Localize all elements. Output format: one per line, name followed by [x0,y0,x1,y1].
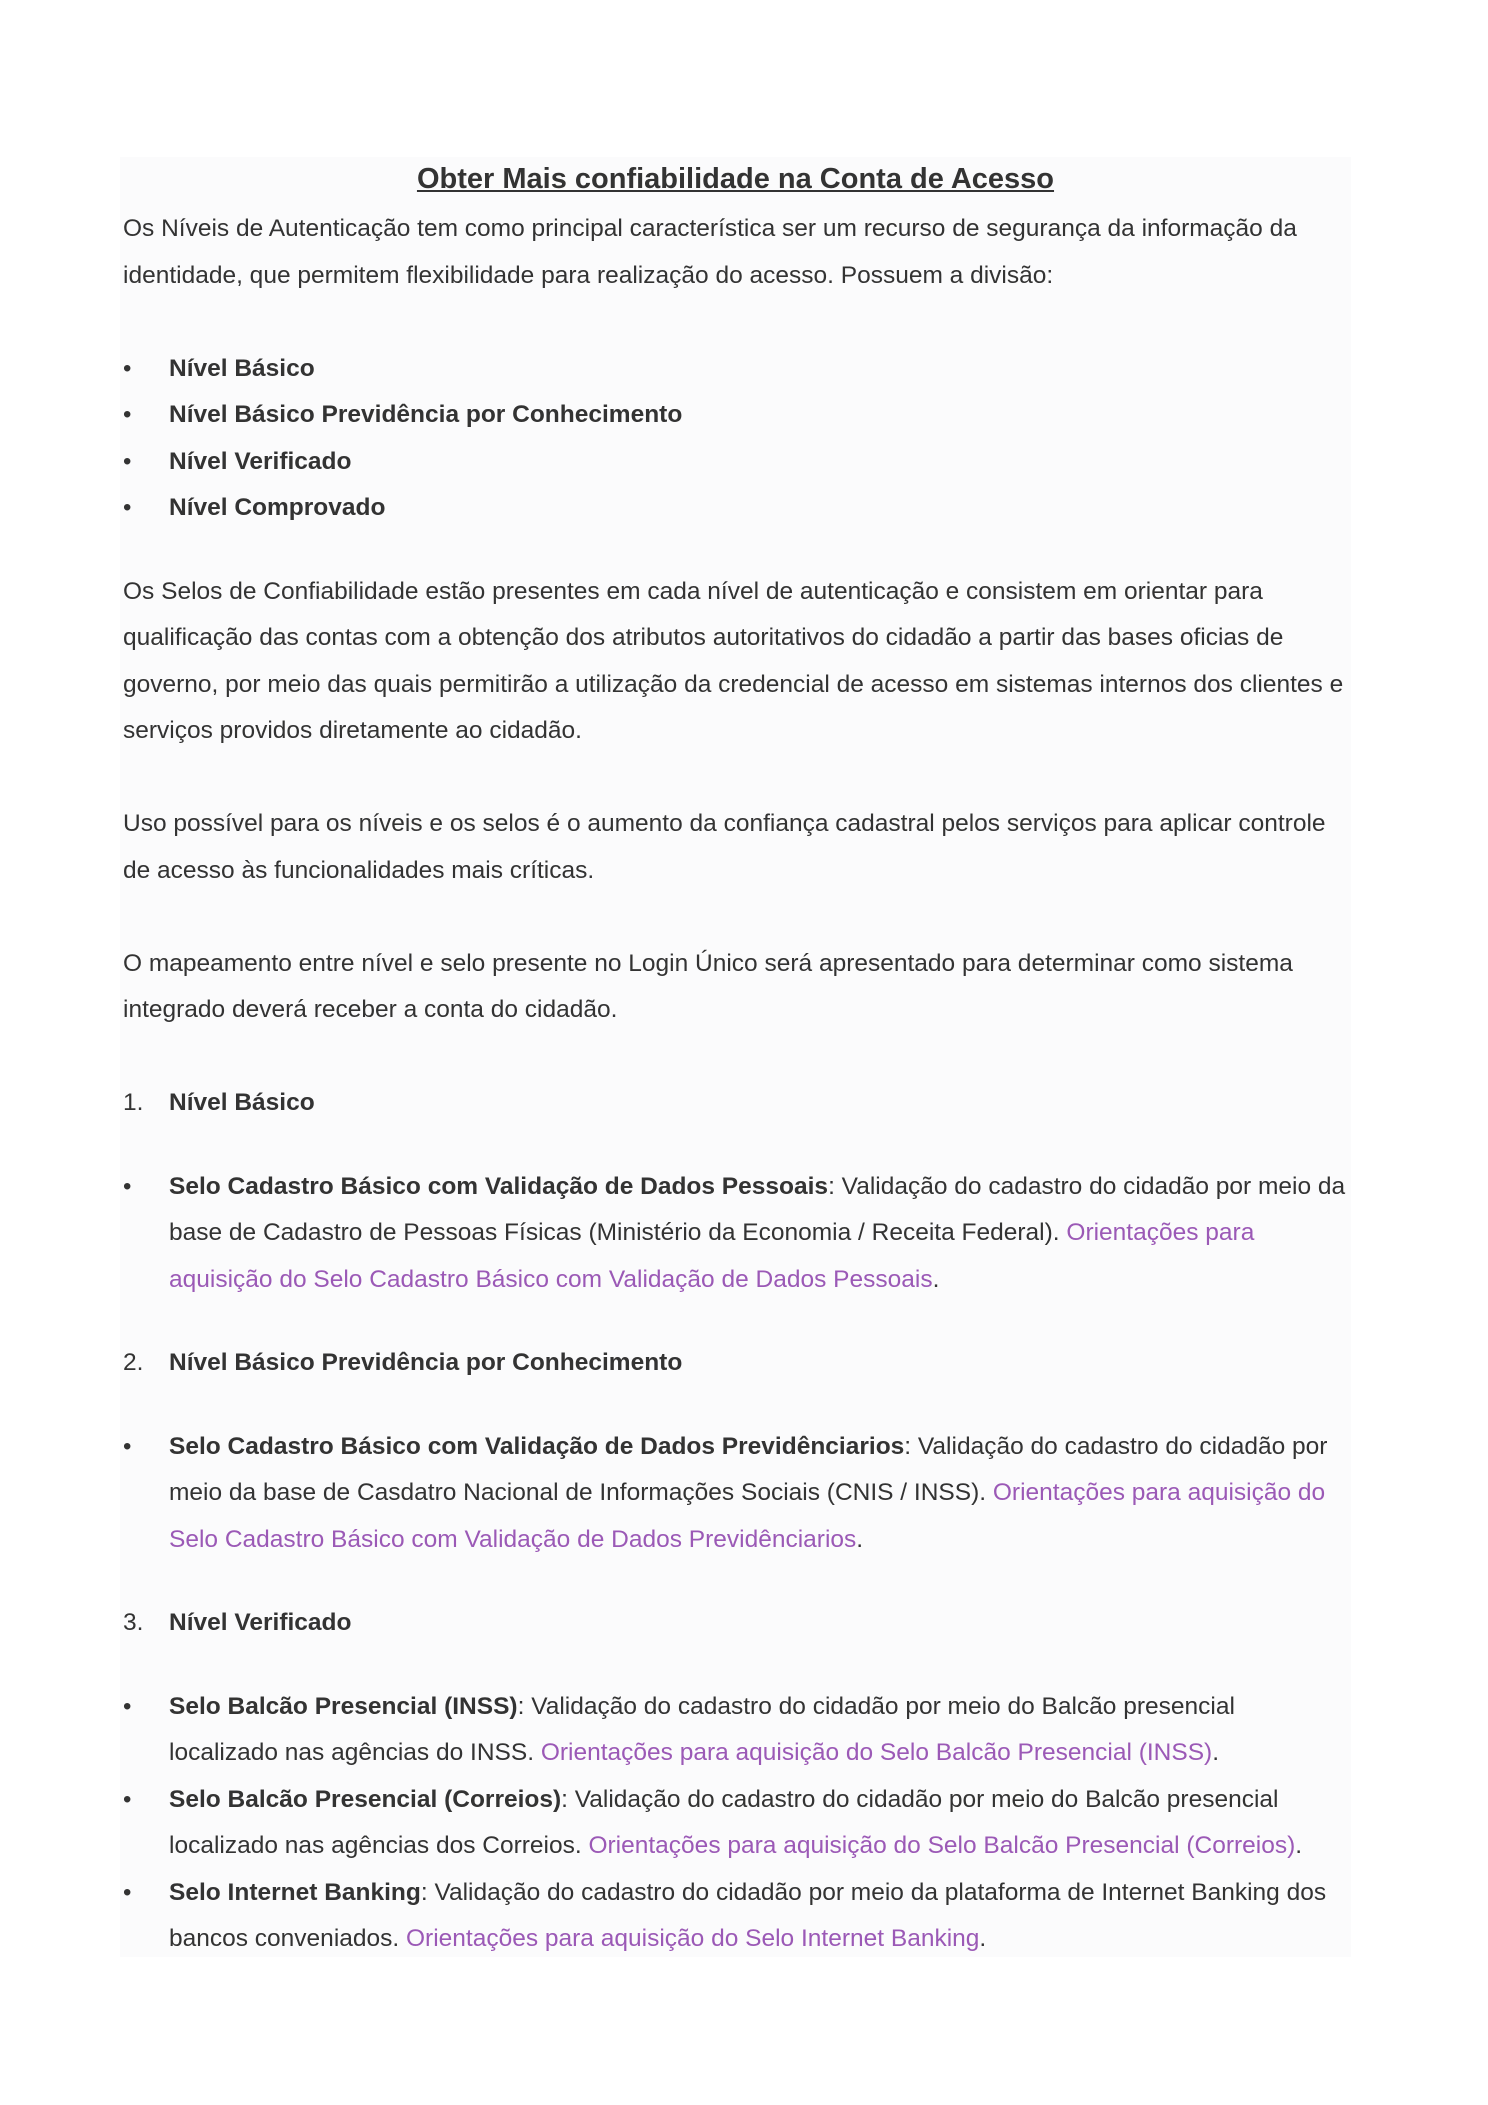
section-heading: 3. Nível Verificado [123,1609,352,1636]
list-item: • Nível Comprovado [123,485,1348,532]
selo-item: • Selo Internet Banking: Validação do cadastro do cidadão por meio da plataforma de Internet Banking dos bancos conveniados. Orientações para aquisição do Selo Internet Banking. [123,1870,1348,1963]
page-title: Obter Mais confiabilidade na Conta de Acesso [416,163,1055,195]
document-page [120,157,1351,1957]
selo-orientacoes-link[interactable]: Orientações para aquisição do Selo Cadastro Básico com Validação de Dados Previdênciarios [169,1479,1326,1553]
selo-item: • Selo Balcão Presencial (Correios): Validação do cadastro do cidadão por meio do Balcão presencial localizado nas agências dos Correios. Orientações para aquisição do Selo Balcão Presencial (Correios). [123,1777,1348,1870]
section-nivel-basico-previdencia [123,1340,1348,1387]
selos-paragraph: Os Selos de Confiabilidade estão presentes em cada nível de autenticação e consistem em orientar para qualificação das contas com a obtenção dos atributos autoritativos do cidadão a partir das bases oficias de governo, por meio das quais permitirão a utilização da credencial de acesso em sistemas internos dos clientes e serviços providos diretamente ao cidadão. [123,577,1344,744]
section-nivel-verificado [123,1600,1348,1647]
list-item: • Nível Básico Previdência por Conhecimento [123,392,1348,439]
selo-item: • Selo Cadastro Básico com Validação de Dados Previdênciarios: Validação do cadastro do cidadão por meio da base de Casdatro Nacional de Informações Sociais (CNIS / INSS). Orientações para aquisição do Selo Cadastro Básico com Validação de Dados Previdênciarios. [123,1424,1348,1564]
selo-orientacoes-link[interactable]: Orientações para aquisição do Selo Cadastro Básico com Validação de Dados Pessoais [169,1219,1255,1293]
list-item: • Nível Verificado [123,439,1348,486]
selo-item: • Selo Cadastro Básico com Validação de Dados Pessoais: Validação do cadastro do cidadão por meio da base de Cadastro de Pessoas Físicas (Ministério da Economia / Receita Federal). Orientações para aquisição do Selo Cadastro Básico com Validação de Dados Pessoais. [123,1164,1348,1304]
selo-orientacoes-link[interactable]: Orientações para aquisição do Selo Balcão Presencial (INSS) [540,1739,1213,1766]
section-nivel-basico [123,1080,1348,1127]
levels-list [123,346,1348,532]
selo-orientacoes-link[interactable]: Orientações para aquisição do Selo Internet Banking [406,1925,980,1952]
selo-orientacoes-link[interactable]: Orientações para aquisição do Selo Balcão Presencial (Correios) [588,1832,1296,1859]
section-heading: 2. Nível Básico Previdência por Conhecimento [123,1349,683,1376]
list-item: • Nível Básico [123,346,1348,393]
mapeamento-paragraph: O mapeamento entre nível e selo presente no Login Único será apresentado para determinar como sistema integrado deverá receber a conta do cidadão. [123,949,1293,1023]
selo-item: • Selo Balcão Presencial (INSS): Validação do cadastro do cidadão por meio do Balcão presencial localizado nas agências do INSS. Orientações para aquisição do Selo Balcão Presencial (INSS). [123,1684,1348,1777]
section-heading: 1. Nível Básico [123,1089,315,1116]
uso-paragraph: Uso possível para os níveis e os selos é o aumento da confiança cadastral pelos serviços para aplicar controle de acesso às funcionalidades mais críticas. [123,810,1326,884]
intro-paragraph: Os Níveis de Autenticação tem como principal característica ser um recurso de segurança da informação da identidade, que permitem flexibilidade para realização do acesso. Possuem a divisão: [123,215,1297,289]
